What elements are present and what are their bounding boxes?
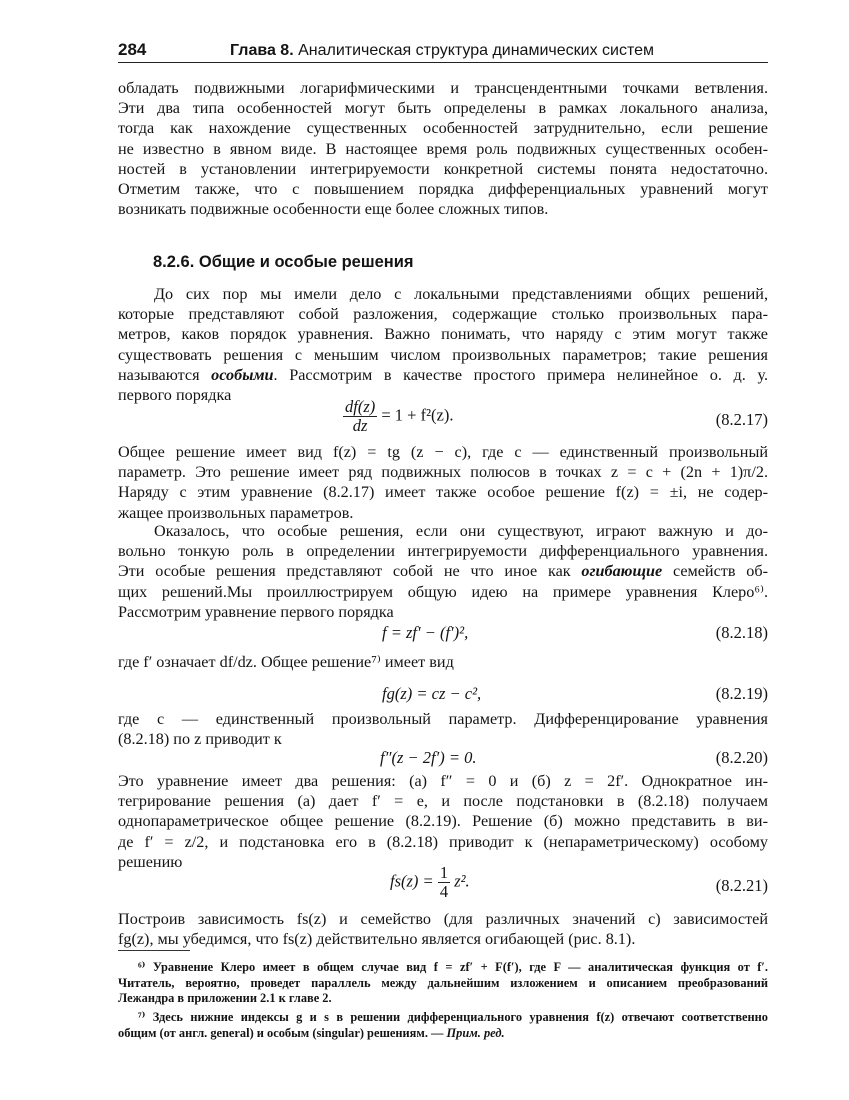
equation-number: (8.2.18) (715, 623, 768, 642)
equation-8-2-19: fg(z) = cz − c², (8.2.19) (382, 684, 768, 703)
paragraph-fprime: где f′ означает df/dz. Общее решение⁷⁾ имеет вид (118, 653, 454, 671)
equation-number: (8.2.20) (715, 748, 768, 767)
section-heading: 8.2.6. Общие и особые решения (153, 253, 414, 271)
chapter-title: Аналитическая структура динамических систем (298, 42, 654, 59)
equation-number: (8.2.19) (715, 684, 768, 703)
equation-number: (8.2.17) (715, 410, 768, 429)
term-singular: особыми (211, 365, 274, 384)
equation-number: (8.2.21) (715, 876, 768, 895)
paragraph-tg-solution: Общее решение имеет вид f(z) = tg (z − c), где c — единственный произвольный параметр. Это решение имеет ряд подвижных полюсов в точках z = c + (2n + 1)π/2. Наряду с этим уравнение (8.2.17) имеет также особое решение f(z) = ±i, не содер- жащее произвольных параметров. (118, 443, 768, 522)
equation-8-2-20: f″(z − 2f′) = 0. (8.2.20) (380, 748, 768, 767)
footnote-rule (118, 950, 190, 951)
term-envelopes: огибающие (581, 562, 663, 581)
intro-paragraph: обладать подвижными логарифмическими и трансцендентными точками ветвления. Эти два типа особенностей могут быть определены в рамках локального анализа, тогда как нахождение существенных особенностей затруднительно, если решение не известно в явном виде. В настоящее время роль подвижных существенных особен- ностей в установлении интегрируемости конкретной системы понята недостаточно. Отметим также, что с повышением порядка дифференциальных уравнений могут возникать подвижные особенности еще более сложных типов. (118, 79, 768, 219)
footnote-6: ⁶⁾ Уравнение Клеро имеет в общем случае вид f = zf′ + F(f′), где F — аналитическая функция от f′. Читатель, вероятно, проведет параллель между дальнейшим изложением и описанием преобразований Лежандра в приложении 2.1 к главе 2. (118, 960, 768, 1006)
chapter-label: Глава 8. (230, 42, 294, 59)
running-title (230, 41, 654, 61)
paragraph-envelope-conclusion: Построив зависимость fs(z) и семейство (для различных значений c) зависимостей fg(z), мы убедимся, что fs(z) действительно является огибающей (рис. 8.1). (118, 910, 768, 949)
paragraph-general-solutions: До сих пор мы имели дело с локальными представлениями общих решений, которые представляют собой разложения, содержащие столько произвольных пара- метров, каков порядок уравнения. Важно понимать, что наряду с этим могут также существовать решения с меньшим числом произвольных параметров; такие решения называются особыми. Рассмотрим в качестве простого примера нелинейное о. д. у. первого порядка (118, 285, 768, 405)
footnote-7: ⁷⁾ Здесь нижние индексы g и s в решении дифференциального уравнения f(z) отвечают соответственно общим (от англ. general) и особым (singular) решениям. — Прим. ред. (118, 1010, 768, 1040)
paragraph-differentiation: где c — единственный произвольный параметр. Дифференцирование уравнения (8.2.18) по z приводит к (118, 710, 768, 749)
equation-8-2-17: $\frac{df(z)}{dz}$ = 1 + f²(z). (8.2.17) (345, 397, 768, 435)
equation-8-2-21: fs(z) = $\frac{1}{4}$ z². (8.2.21) (390, 863, 768, 901)
fraction-df-dz: $\frac{df(z)}{dz}$ (345, 397, 376, 435)
paragraph-envelopes: Оказалось, что особые решения, если они существуют, играют важную и до- вольно тонкую роль в определении интегрируемости дифференциального уравнения. Эти особые решения представляют собой не что иное как огибающие семейств об- щих решений.Мы проиллюстрируем общую идею на примере уравнения Клеро⁶⁾. Рассмотрим уравнение первого порядка (118, 522, 768, 621)
equation-8-2-18: f = zf′ − (f′)², (8.2.18) (382, 623, 768, 642)
fraction-one-quarter: $\frac{1}{4}$ (439, 863, 449, 901)
running-header (118, 40, 768, 63)
editor-note: Прим. ред. (446, 1025, 505, 1040)
page-number: 284 (118, 40, 147, 59)
paragraph-two-solutions: Это уравнение имеет два решения: (а) f″ = 0 и (б) z = 2f′. Однократное ин- тегрирование решения (а) дает f′ = e, и после подстановки в (8.2.18) получаем однопараметрическое общее решение (8.2.19). Решение (б) можно представить в ви- де f′ = z/2, и подстановка его в (8.2.18) приводит к (непараметрическому) особому решению (118, 772, 768, 871)
